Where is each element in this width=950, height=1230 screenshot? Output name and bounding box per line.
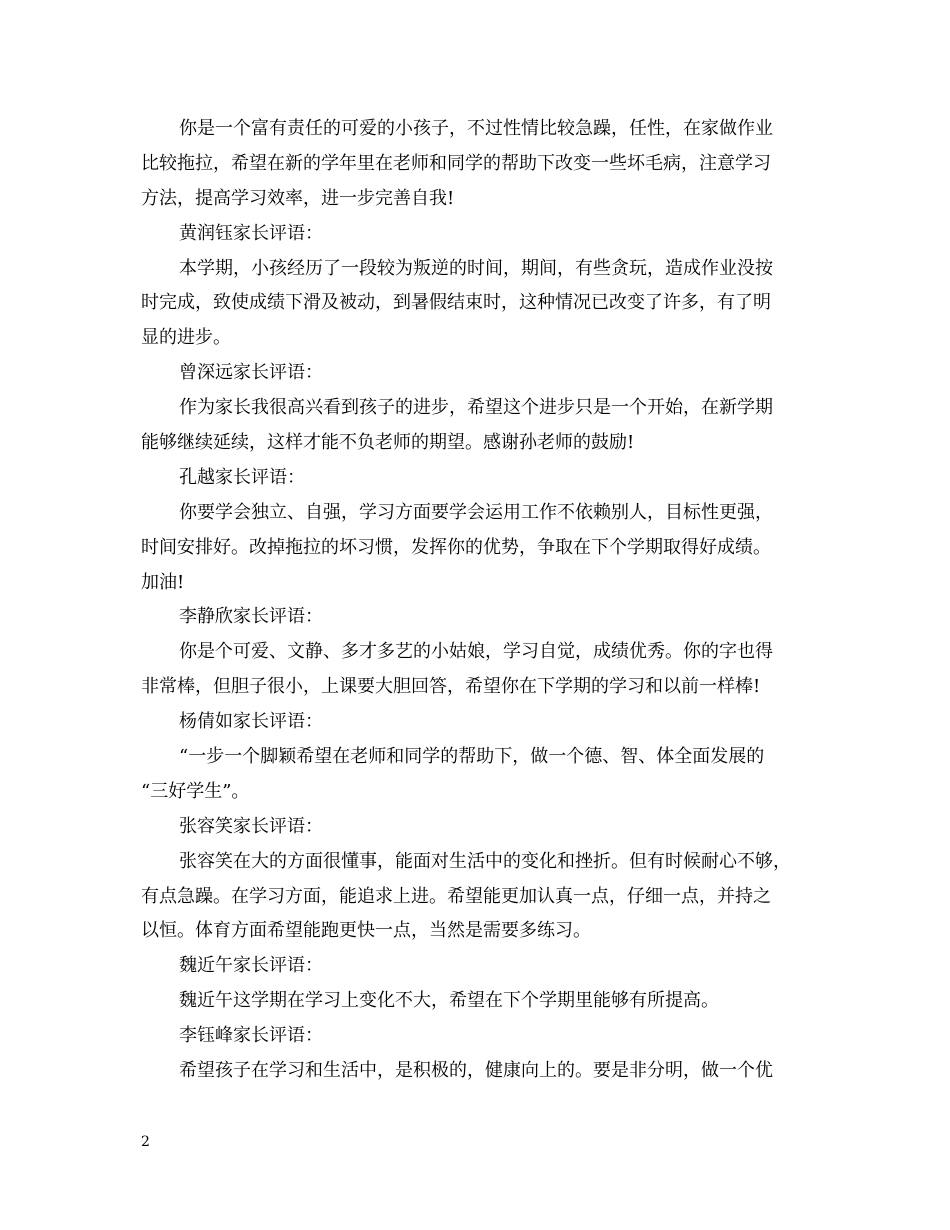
paragraph-line: 以恒。体育方面希望能跑更快一点，当然是需要多练习。 (141, 920, 591, 942)
paragraph-line: 希望孩子在学习和生活中，是积极的，健康向上的。要是非分明，做一个优 (179, 1060, 773, 1082)
paragraph-line: 显的进步。 (141, 327, 231, 349)
paragraph-line: 作为家长我很高兴看到孩子的进步，希望这个进步只是一个开始，在新学期 (179, 397, 773, 419)
paragraph-line: 比较拖拉，希望在新的学年里在老师和同学的帮助下改变一些坏毛病，注意学习 (141, 152, 771, 174)
comment-heading: 李静欣家长评语： (179, 606, 323, 628)
paragraph-line: 能够继续延续，这样才能不负老师的期望。感谢孙老师的鼓励! (141, 432, 635, 454)
paragraph-line: 方法，提高学习效率，进一步完善自我! (141, 187, 455, 209)
comment-heading: 张容笑家长评语： (179, 815, 323, 837)
paragraph-line: 魏近午这学期在学习上变化不大，希望在下个学期里能够有所提高。 (179, 990, 719, 1012)
paragraph-line: 你是一个富有责任的可爱的小孩子，不过性情比较急躁，任性，在家做作业 (179, 118, 773, 139)
comment-heading: 黄润钰家长评语： (179, 222, 323, 244)
paragraph-line: 时间安排好。改掉拖拉的坏习惯，发挥你的优势，争取在下个学期取得好成绩。 (141, 536, 771, 558)
paragraph-line: 你要学会独立、自强，学习方面要学会运用工作不依赖别人，目标性更强， (179, 501, 773, 523)
paragraph-line: 张容笑在大的方面很懂事，能面对生活中的变化和挫折。但有时候耐心不够， (179, 850, 791, 872)
document-body (141, 112, 813, 1089)
comment-heading: 李钰峰家长评语： (179, 1025, 323, 1047)
paragraph-line: 时完成，致使成绩下滑及被动，到暑假结束时，这种情况已改变了许多，有了明 (141, 292, 771, 314)
comment-heading: 魏近午家长评语： (179, 955, 323, 977)
paragraph-line: “三好学生”。 (141, 780, 250, 802)
paragraph-line: 有点急躁。在学习方面，能追求上进。希望能更加认真一点，仔细一点，并持之 (141, 885, 771, 907)
comment-heading: 孔越家长评语： (179, 466, 305, 488)
page-number: 2 (141, 1134, 150, 1150)
paragraph-line: 非常棒，但胆子很小，上课要大胆回答，希望你在下学期的学习和以前一样棒! (141, 676, 761, 698)
paragraph-line: “一步一个脚颖希望在老师和同学的帮助下，做一个德、智、体全面发展的 (179, 746, 765, 768)
comment-heading: 曾深远家长评语： (179, 362, 323, 384)
paragraph-line: 本学期，小孩经历了一段较为叛逆的时间，期间，有些贪玩，造成作业没按 (179, 257, 773, 279)
comment-heading: 杨倩如家长评语： (179, 711, 323, 733)
paragraph-line: 加油! (141, 571, 185, 593)
paragraph-line: 你是个可爱、文静、多才多艺的小姑娘，学习自觉，成绩优秀。你的字也得 (179, 641, 773, 663)
